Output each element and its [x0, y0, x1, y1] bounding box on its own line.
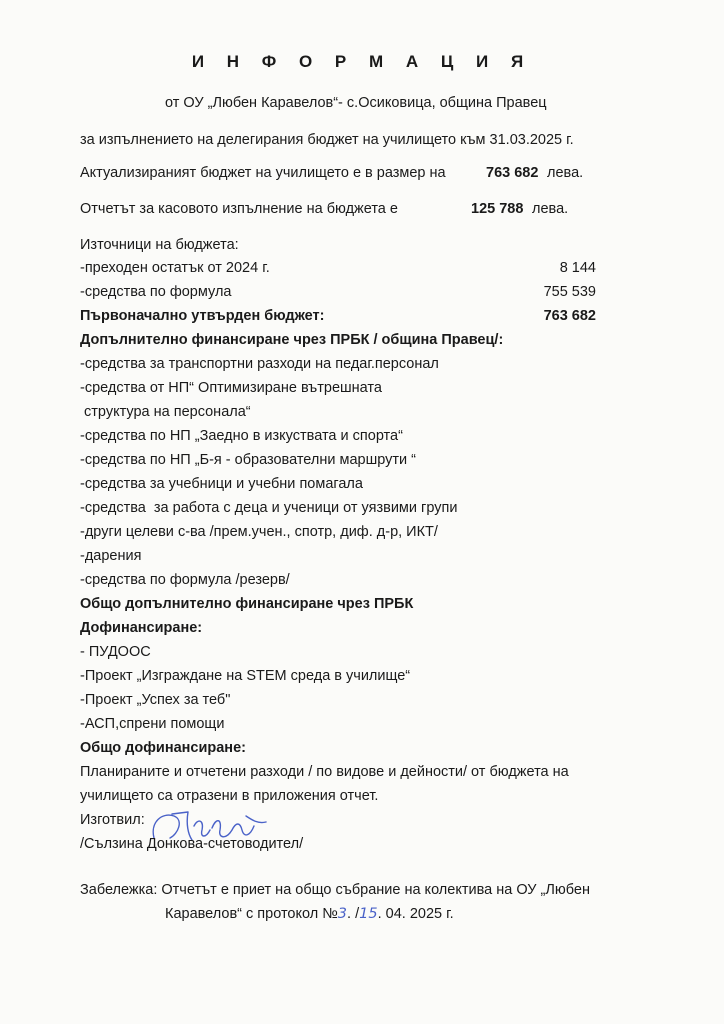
document-title: И Н Ф О Р М А Ц И Я — [191, 52, 533, 71]
source-row-label: -средства по формула — [80, 284, 232, 300]
cofinancing-heading: Дофинансиране: — [80, 620, 203, 636]
list-item: -средства за учебници и учебни помагала — [80, 476, 363, 492]
report-value: 125 788 — [471, 201, 524, 217]
closing-line: Планираните и отчетени разходи / по видове и дейности/ от бюджета на — [80, 764, 569, 780]
protocol-separator: . / — [347, 906, 360, 922]
source-row-value: 8 144 — [559, 260, 596, 276]
actualized-budget-label: Актуализираният бюджет на училището е в размер на — [80, 165, 446, 181]
protocol-day: 15 — [359, 906, 378, 922]
list-item: -АСП,спрени помощи — [80, 716, 225, 732]
initial-budget-label: Първоначално утвърден бюджет: — [80, 308, 325, 324]
closing-line: училището са отразени в приложения отчет. — [80, 788, 379, 804]
protocol-date-rest: . 04. 2025 г. — [377, 906, 454, 922]
school-line: от ОУ „Любен Каравелов“- с.Осиковица, община Правец — [165, 95, 547, 111]
source-row-label: -преходен остатък от 2024 г. — [80, 260, 270, 276]
list-item: -средства за транспортни разходи на педаг.персонал — [80, 356, 439, 372]
subject-line: за изпълнението на делегирания бюджет на училището към 31.03.2025 г. — [80, 132, 574, 148]
cofinancing-total: Общо дофинансиране: — [80, 740, 246, 756]
report-unit: лева. — [532, 201, 569, 217]
list-item: -други целеви с-ва /прем.учен., спотр, диф. д-р, ИКТ/ — [80, 524, 438, 540]
prepared-by-label: Изготвил: — [80, 812, 145, 828]
list-item: -средства по НП „Б-я - образователни маршрути “ — [80, 452, 416, 468]
list-item: -средства по формула /резерв/ — [80, 572, 290, 588]
list-item: -Проект „Изграждане на STEM среда в училище“ — [80, 668, 411, 684]
note-protocol-line — [165, 905, 454, 923]
actualized-budget-value: 763 682 — [486, 165, 539, 181]
protocol-number: 3 — [337, 906, 348, 922]
report-label: Отчетът за касовото изпълнение на бюджета е — [80, 201, 398, 217]
list-item: - ПУДООС — [80, 644, 151, 660]
note-protocol-text: Каравелов“ с протокол № — [165, 906, 338, 922]
note-line: Забележка: Отчетът е приет на общо събрание на колектива на ОУ „Любен — [80, 882, 590, 898]
list-item: -средства по НП „Заедно в изкуствата и спорта“ — [80, 428, 403, 444]
source-row-value: 755 539 — [543, 284, 596, 300]
additional-financing-total: Общо допълнително финансиране чрез ПРБК — [80, 596, 414, 612]
list-item: -дарения — [80, 548, 142, 564]
sources-heading: Източници на бюджета: — [80, 237, 239, 253]
initial-budget-value: 763 682 — [543, 308, 596, 324]
list-item: структура на персонала“ — [80, 404, 251, 420]
additional-financing-heading: Допълнително финансиране чрез ПРБК / община Правец/: — [80, 332, 504, 348]
list-item: -средства от НП“ Оптимизиране вътрешната — [80, 380, 382, 396]
actualized-budget-unit: лева. — [547, 165, 584, 181]
preparer-name: /Сълзина Донкова-счетоводител/ — [80, 836, 304, 852]
list-item: -Проект „Успех за теб" — [80, 692, 231, 708]
list-item: -средства за работа с деца и ученици от уязвими групи — [80, 500, 458, 516]
